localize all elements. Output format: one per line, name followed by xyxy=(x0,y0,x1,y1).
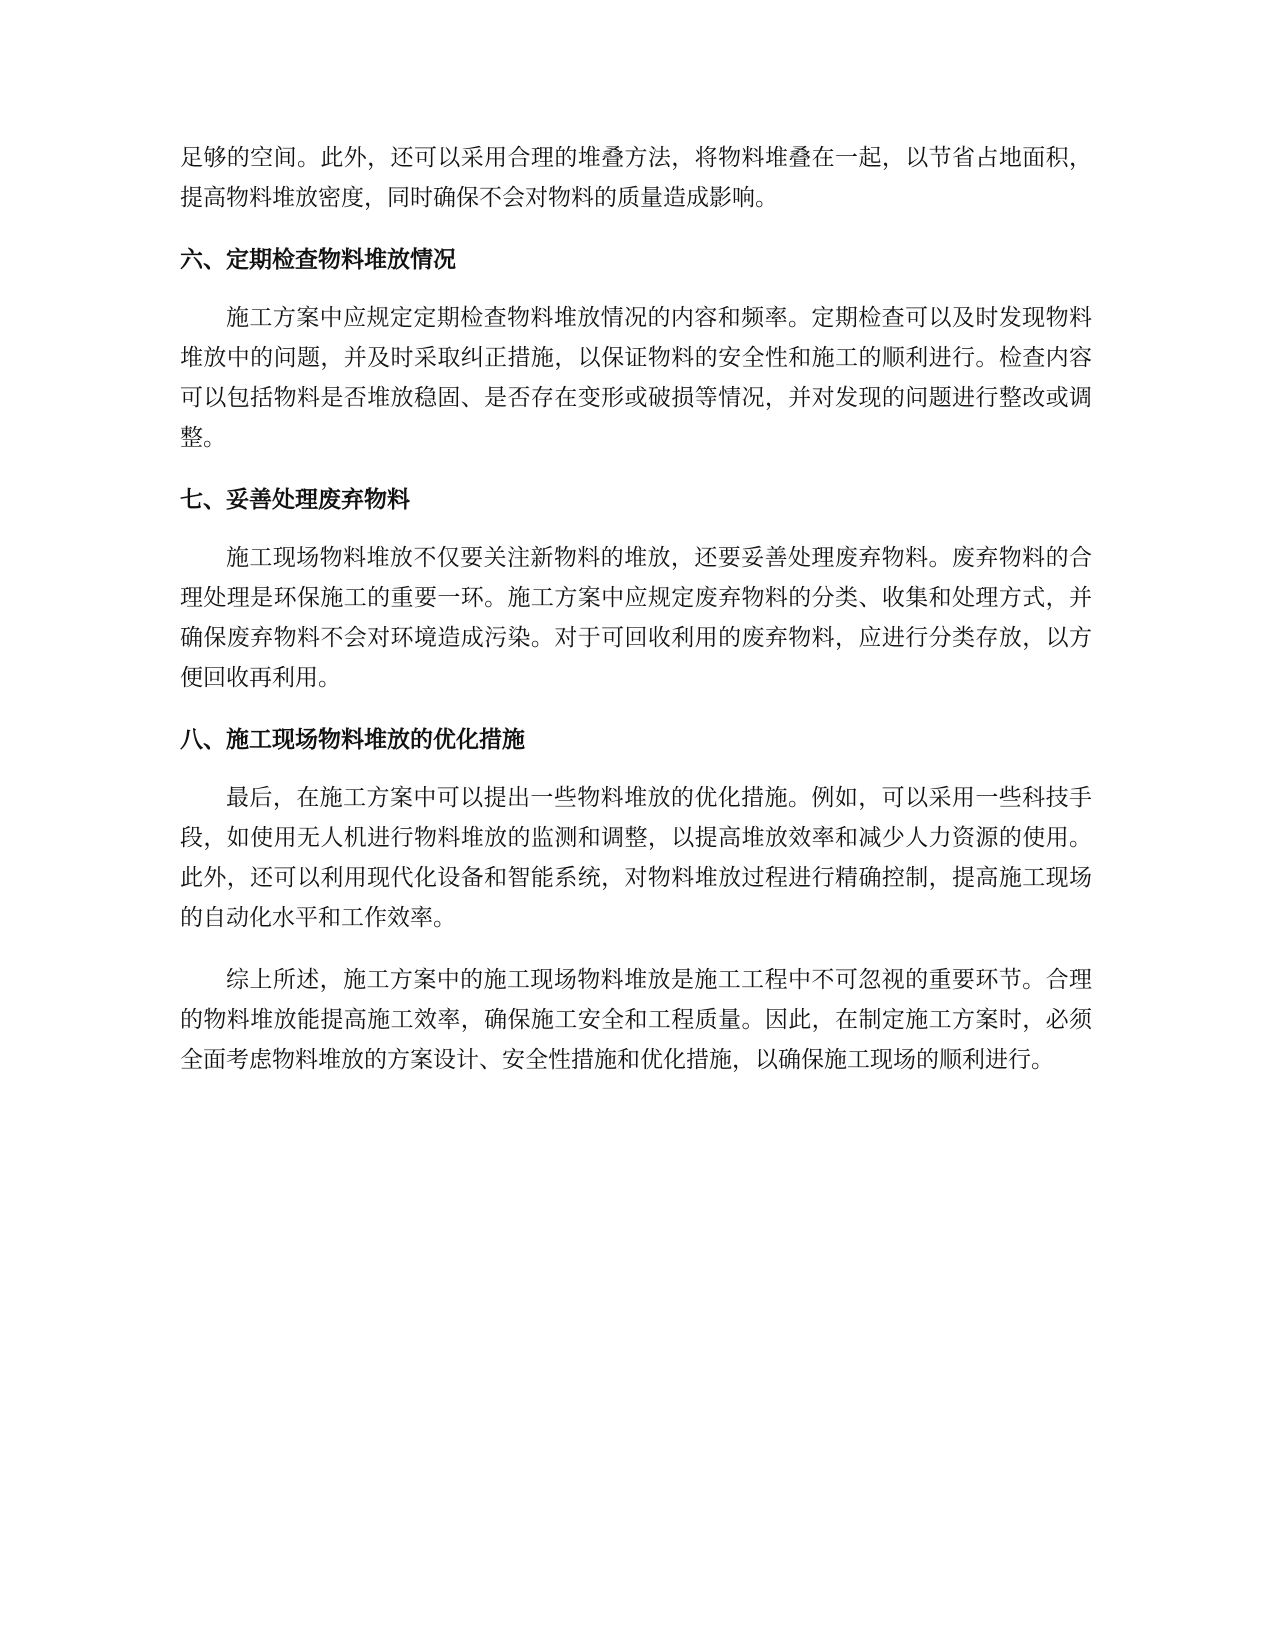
section-paragraph: 施工方案中应规定定期检查物料堆放情况的内容和频率。定期检查可以及时发现物料堆放中的问题，并及时采取纠正措施，以保证物料的安全性和施工的顺利进行。检查内容可以包括物料是否堆放稳固、是否存在变形或破损等情况，并对发现的问题进行整改或调整。 xyxy=(180,305,1092,451)
section-heading: 六、定期检查物料堆放情况 xyxy=(180,247,456,273)
paragraph-gap xyxy=(180,938,1092,960)
section-6 xyxy=(180,240,1092,458)
section-heading: 七、妥善处理废弃物料 xyxy=(180,487,410,513)
section-7 xyxy=(180,480,1092,698)
section-paragraph: 施工现场物料堆放不仅要关注新物料的堆放，还要妥善处理废弃物料。废弃物料的合理处理是环保施工的重要一环。施工方案中应规定废弃物料的分类、收集和处理方式，并确保废弃物料不会对环境造成污染。对于可回收利用的废弃物料，应进行分类存放，以方便回收再利用。 xyxy=(180,545,1092,691)
section-8 xyxy=(180,720,1092,938)
section-heading: 八、施工现场物料堆放的优化措施 xyxy=(180,727,525,753)
conclusion-paragraph: 综上所述，施工方案中的施工现场物料堆放是施工工程中不可忽视的重要环节。合理的物料堆放能提高施工效率，确保施工安全和工程质量。因此，在制定施工方案时，必须全面考虑物料堆放的方案设计、安全性措施和优化措施，以确保施工现场的顺利进行。 xyxy=(180,967,1092,1073)
section-paragraph: 最后，在施工方案中可以提出一些物料堆放的优化措施。例如，可以采用一些科技手段，如使用无人机进行物料堆放的监测和调整，以提高堆放效率和减少人力资源的使用。此外，还可以利用现代化设备和智能系统，对物料堆放过程进行精确控制，提高施工现场的自动化水平和工作效率。 xyxy=(180,785,1092,931)
document-page xyxy=(180,138,1092,1080)
intro-paragraph: 足够的空间。此外，还可以采用合理的堆叠方法，将物料堆叠在一起，以节省占地面积，提高物料堆放密度，同时确保不会对物料的质量造成影响。 xyxy=(180,145,1092,211)
